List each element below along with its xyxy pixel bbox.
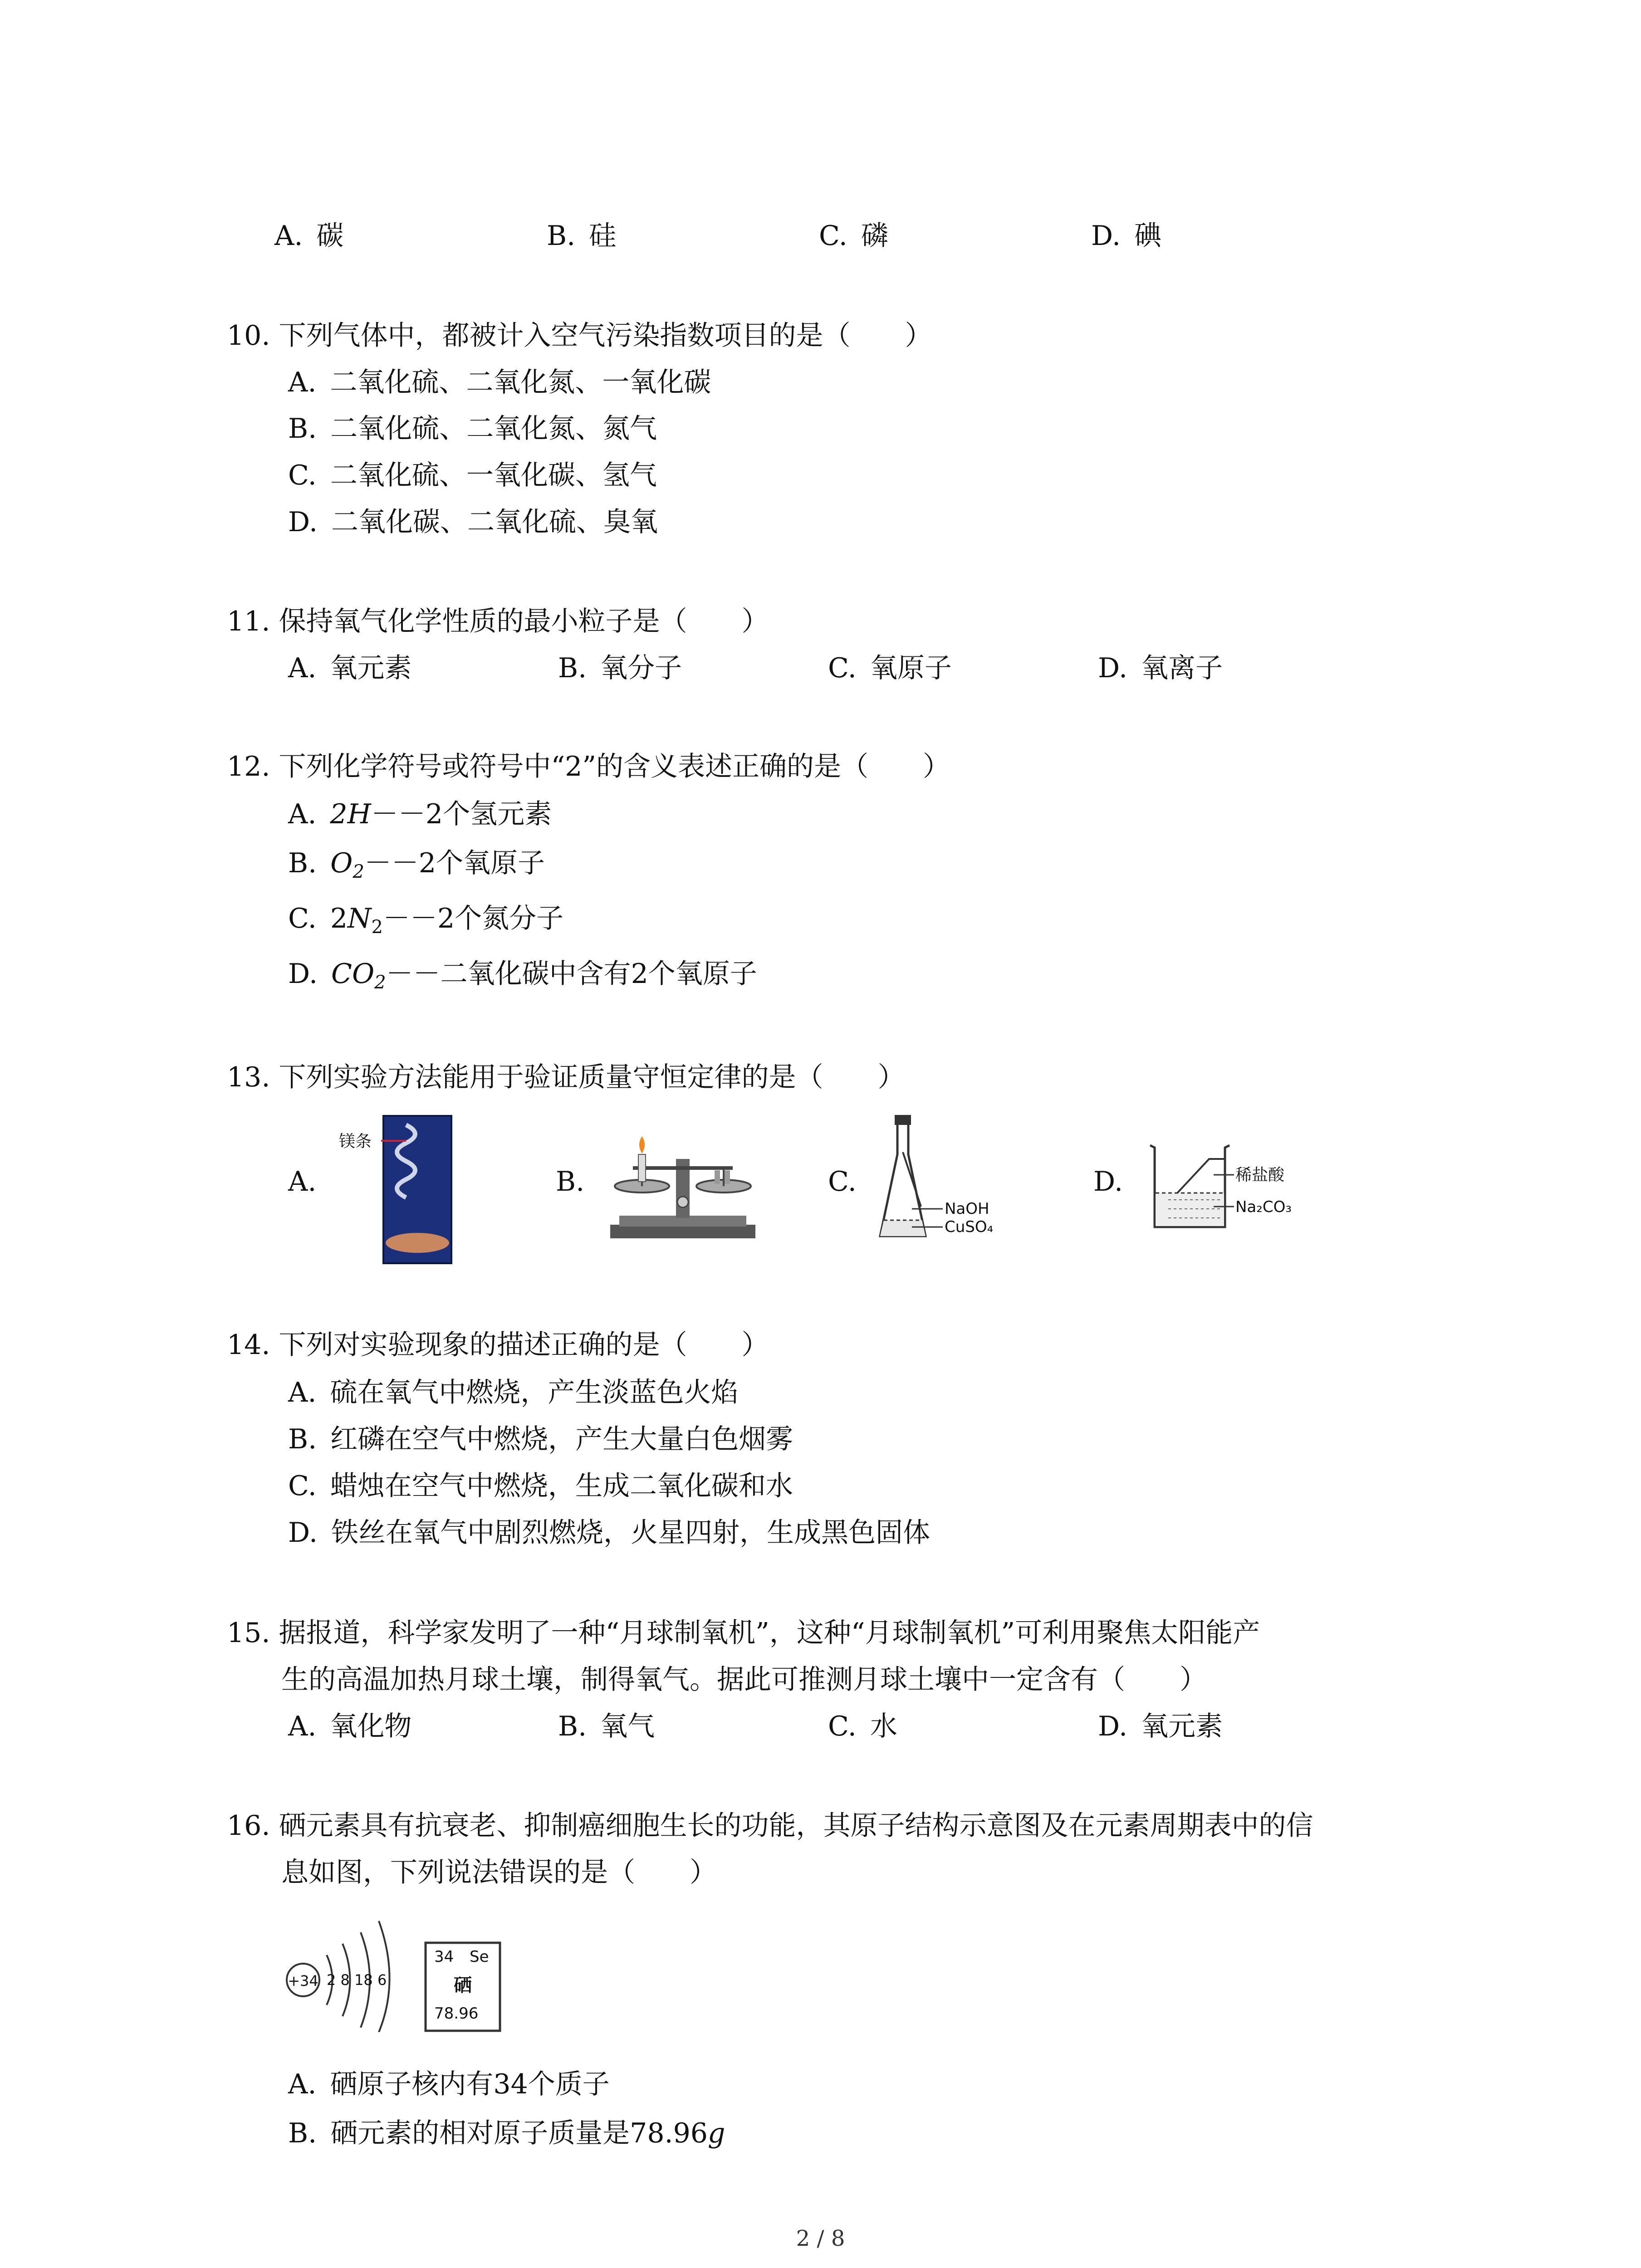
hcl-label: 稀盐酸 [1235,1166,1285,1184]
q9-option-c: C. 磷 [819,220,888,252]
electron-shells: 2 8 18 6 [327,1971,387,1989]
q13-stem: 13. 下列实验方法能用于验证质量守恒定律的是（ ） [227,1061,905,1093]
q15-option-c: C. 水 [828,1711,897,1742]
page-number: 2 / 8 [796,2226,845,2251]
q12-option-b: B. $O_2--2$个氧原子 [288,847,545,882]
q9-option-b: B. 硅 [547,220,617,252]
q10-option-b: B. 二氧化硫、二氧化氮、氮气 [288,413,657,445]
element-symbol: Se [470,1948,489,1966]
formula-co2: $CO_2$ [331,958,386,993]
q14-stem: 14. 下列对实验现象的描述正确的是（ ） [227,1329,769,1361]
q12-stem: 12. 下列化学符号或符号中“2”的含义表述正确的是（ ） [227,751,950,782]
q16-stem-line1: 16. 硒元素具有抗衰老、抑制癌细胞生长的功能，其原子结构示意图及在元素周期表中的信 [227,1810,1313,1842]
atom-structure-diagram [281,1901,408,2032]
atomic-mass: 78.96 [434,2004,479,2023]
na2co3-label: Na₂CO₃ [1235,1198,1292,1216]
q13-option-c-label: C. [828,1166,857,1198]
q13-option-d-label: D. [1093,1166,1123,1198]
cuso4-label: CuSO₄ [945,1218,994,1236]
q16-option-a: A. 硒原子核内有34个质子 [288,2068,610,2100]
q9-option-a: A. 碳 [274,220,344,252]
element-name: 硒 [454,1975,472,1996]
formula-2n2: $2N_2$ [330,903,383,938]
q14-option-b: B. 红磷在空气中燃烧，产生大量白色烟雾 [288,1423,794,1455]
q15-option-b: B. 氧气 [558,1711,655,1742]
q10-option-d: D. 二氧化碳、二氧化硫、臭氧 [288,506,658,538]
naoh-label: NaOH [945,1200,989,1218]
q10-stem: 10. 下列气体中，都被计入空气污染指数项目的是（ ） [227,320,932,352]
atomic-number: 34 [434,1948,454,1966]
q11-stem: 11. 保持氧气化学性质的最小粒子是（ ） [227,606,769,637]
q15-stem-line2: 生的高温加热月球土壤，制得氧气。据此可推测月球土壤中一定含有（ ） [281,1664,1207,1696]
q11-option-d: D. 氧离子 [1098,652,1223,684]
beaker-figure [1146,1139,1309,1234]
q15-option-d: D. 氧元素 [1098,1711,1223,1742]
q12-option-c: C. $2N_2--2$个氮分子 [288,903,564,938]
q16-option-b: B. 硒元素的相对原子质量是78.96g [288,2117,725,2149]
flask-figure [876,1111,1021,1252]
q10-option-a: A. 二氧化硫、二氧化氮、一氧化碳 [288,367,711,398]
q11-option-c: C. 氧原子 [828,652,952,684]
magnesium-ribbon-figure [338,1111,465,1266]
q12-option-d: D. $CO_2--$二氧化碳中含有2个氧原子 [288,958,757,993]
q16-stem-line2: 息如图，下列说法错误的是（ ） [281,1857,717,1888]
balance-figure [606,1127,760,1245]
q12-option-a: A. 2H－－2个氢元素 [288,798,552,830]
q11-option-b: B. 氧分子 [558,652,682,684]
q15-option-a: A. 氧化物 [288,1711,412,1742]
formula-o2: $O_2$ [330,847,364,882]
q13-option-a-label: A. [288,1166,317,1198]
q11-option-a: A. 氧元素 [288,652,412,684]
formula-2h: 2H [330,798,371,830]
nucleus-charge: +34 [288,1972,318,1989]
element-cell-se [424,1941,501,2032]
q13-option-b-label: B. [556,1166,585,1198]
magnesium-label: 镁条 [339,1132,372,1151]
q9-option-d: D. 碘 [1091,220,1162,252]
q10-option-c: C. 二氧化硫、一氧化碳、氢气 [288,459,657,491]
q14-option-c: C. 蜡烛在空气中燃烧，生成二氧化碳和水 [288,1470,793,1502]
q14-option-d: D. 铁丝在氧气中剧烈燃烧，火星四射，生成黑色固体 [288,1517,931,1549]
q14-option-a: A. 硫在氧气中燃烧，产生淡蓝色火焰 [288,1377,739,1408]
q15-stem-line1: 15. 据报道，科学家发明了一种“月球制氧机”，这种“月球制氧机”可利用聚焦太阳能产 [227,1617,1260,1649]
